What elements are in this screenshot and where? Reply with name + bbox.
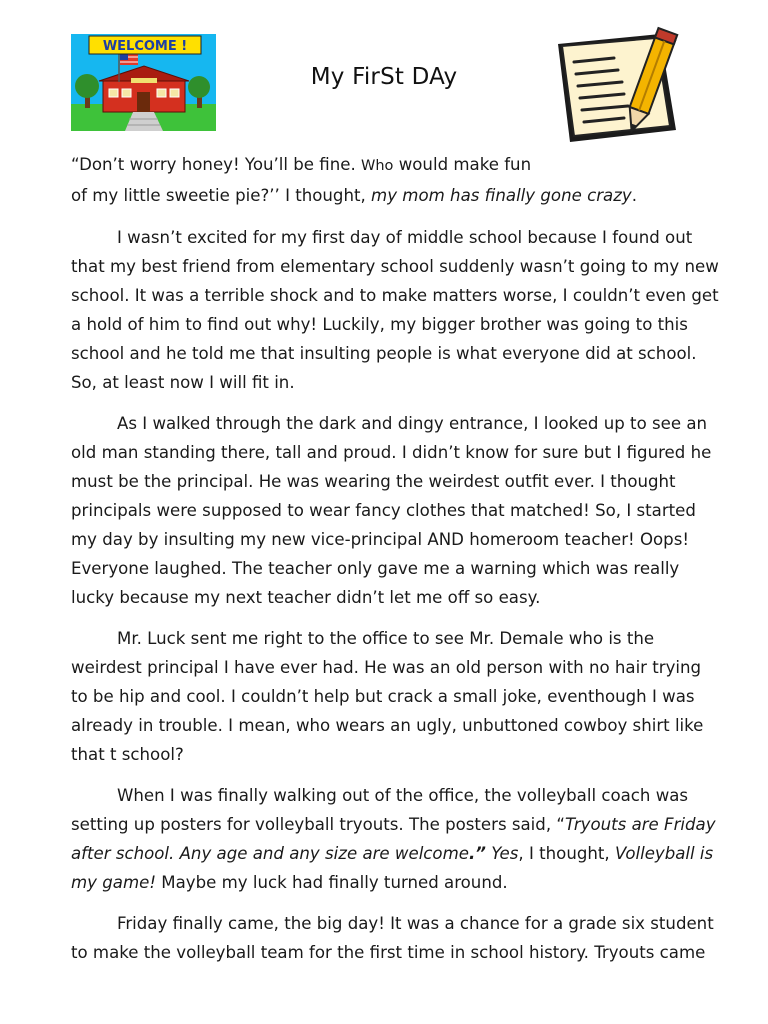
- intro-line1-text-b: would make fun: [393, 155, 532, 174]
- page-title: My FirSt DAy: [310, 64, 458, 90]
- welcome-banner-text: WELCOME !: [102, 39, 188, 54]
- paragraph-4-poster-quote: Tryouts are Friday after school. Any age and any size are welcome: [71, 815, 716, 863]
- intro-line-2: [71, 181, 721, 210]
- story-body: [71, 150, 721, 979]
- intro-line2-end: .: [631, 186, 637, 205]
- notepad-pencil-clipart: [552, 26, 682, 146]
- paragraph-4-yes: Yes: [485, 844, 519, 863]
- paragraph-2: As I walked through the dark and dingy entrance, I looked up to see an old man standing there, tall and proud. I didn’t know for sure but I figured he must be the principal. He was wearing the weirdest outfit ever. I thought principals were supposed to wear fancy clothes that matched! So, I started my day by insulting my new vice-principal AND homeroom teacher! Oops! Everyone laughed. The teacher only gave me a warning which was really lucky because my next teacher didn’t let me off so easy.: [71, 414, 712, 607]
- paragraph-1: I wasn’t excited for my first day of middle school because I found out that my best friend from elementary school suddenly wasn’t going to my new school. It was a terrible shock and to make matters worse, I couldn’t even get a hold of him to find out why! Luckily, my bigger brother was going to this school and he told me that insulting people is what everyone did at school. So, at least now I will fit in.: [71, 228, 719, 392]
- paragraph-3: Mr. Luck sent me right to the office to see Mr. Demale who is the weirdest principal I have ever had. He was an old person with no hair trying to be hip and cool. I couldn’t help but crack a small joke, eventhough I was already in trouble. I mean, who wears an ugly, unbuttoned cowboy shirt like that t school?: [71, 629, 704, 764]
- paragraph-4-text-c: Maybe my luck had finally turned around.: [156, 873, 508, 892]
- intro-line1-text-a: “Don’t worry honey! You’ll be fine.: [71, 155, 362, 174]
- intro-line2-italic: my mom has finally gone crazy: [371, 186, 632, 205]
- paragraph-4-text-a: When I was finally walking out of the office, the volleyball coach was setting up posters for volleyball tryouts. The posters said, “: [71, 786, 689, 834]
- paragraph-4-quote-close: .”: [468, 844, 486, 863]
- paragraph-4: [71, 781, 721, 897]
- paragraph-4-thought: Volleyball is my game!: [71, 844, 714, 892]
- intro-line-1: [71, 150, 721, 181]
- intro-line2-text: of my little sweetie pie?’’ I thought,: [71, 186, 372, 205]
- intro-paragraph: [71, 150, 721, 210]
- paragraph-5: Friday finally came, the big day! It was a chance for a grade six student to make the volleyball team for the first time in school history. Tryouts came: [71, 914, 714, 962]
- paragraph-4-text-b: , I thought,: [518, 844, 615, 863]
- intro-line1-small-word: Who: [361, 158, 394, 174]
